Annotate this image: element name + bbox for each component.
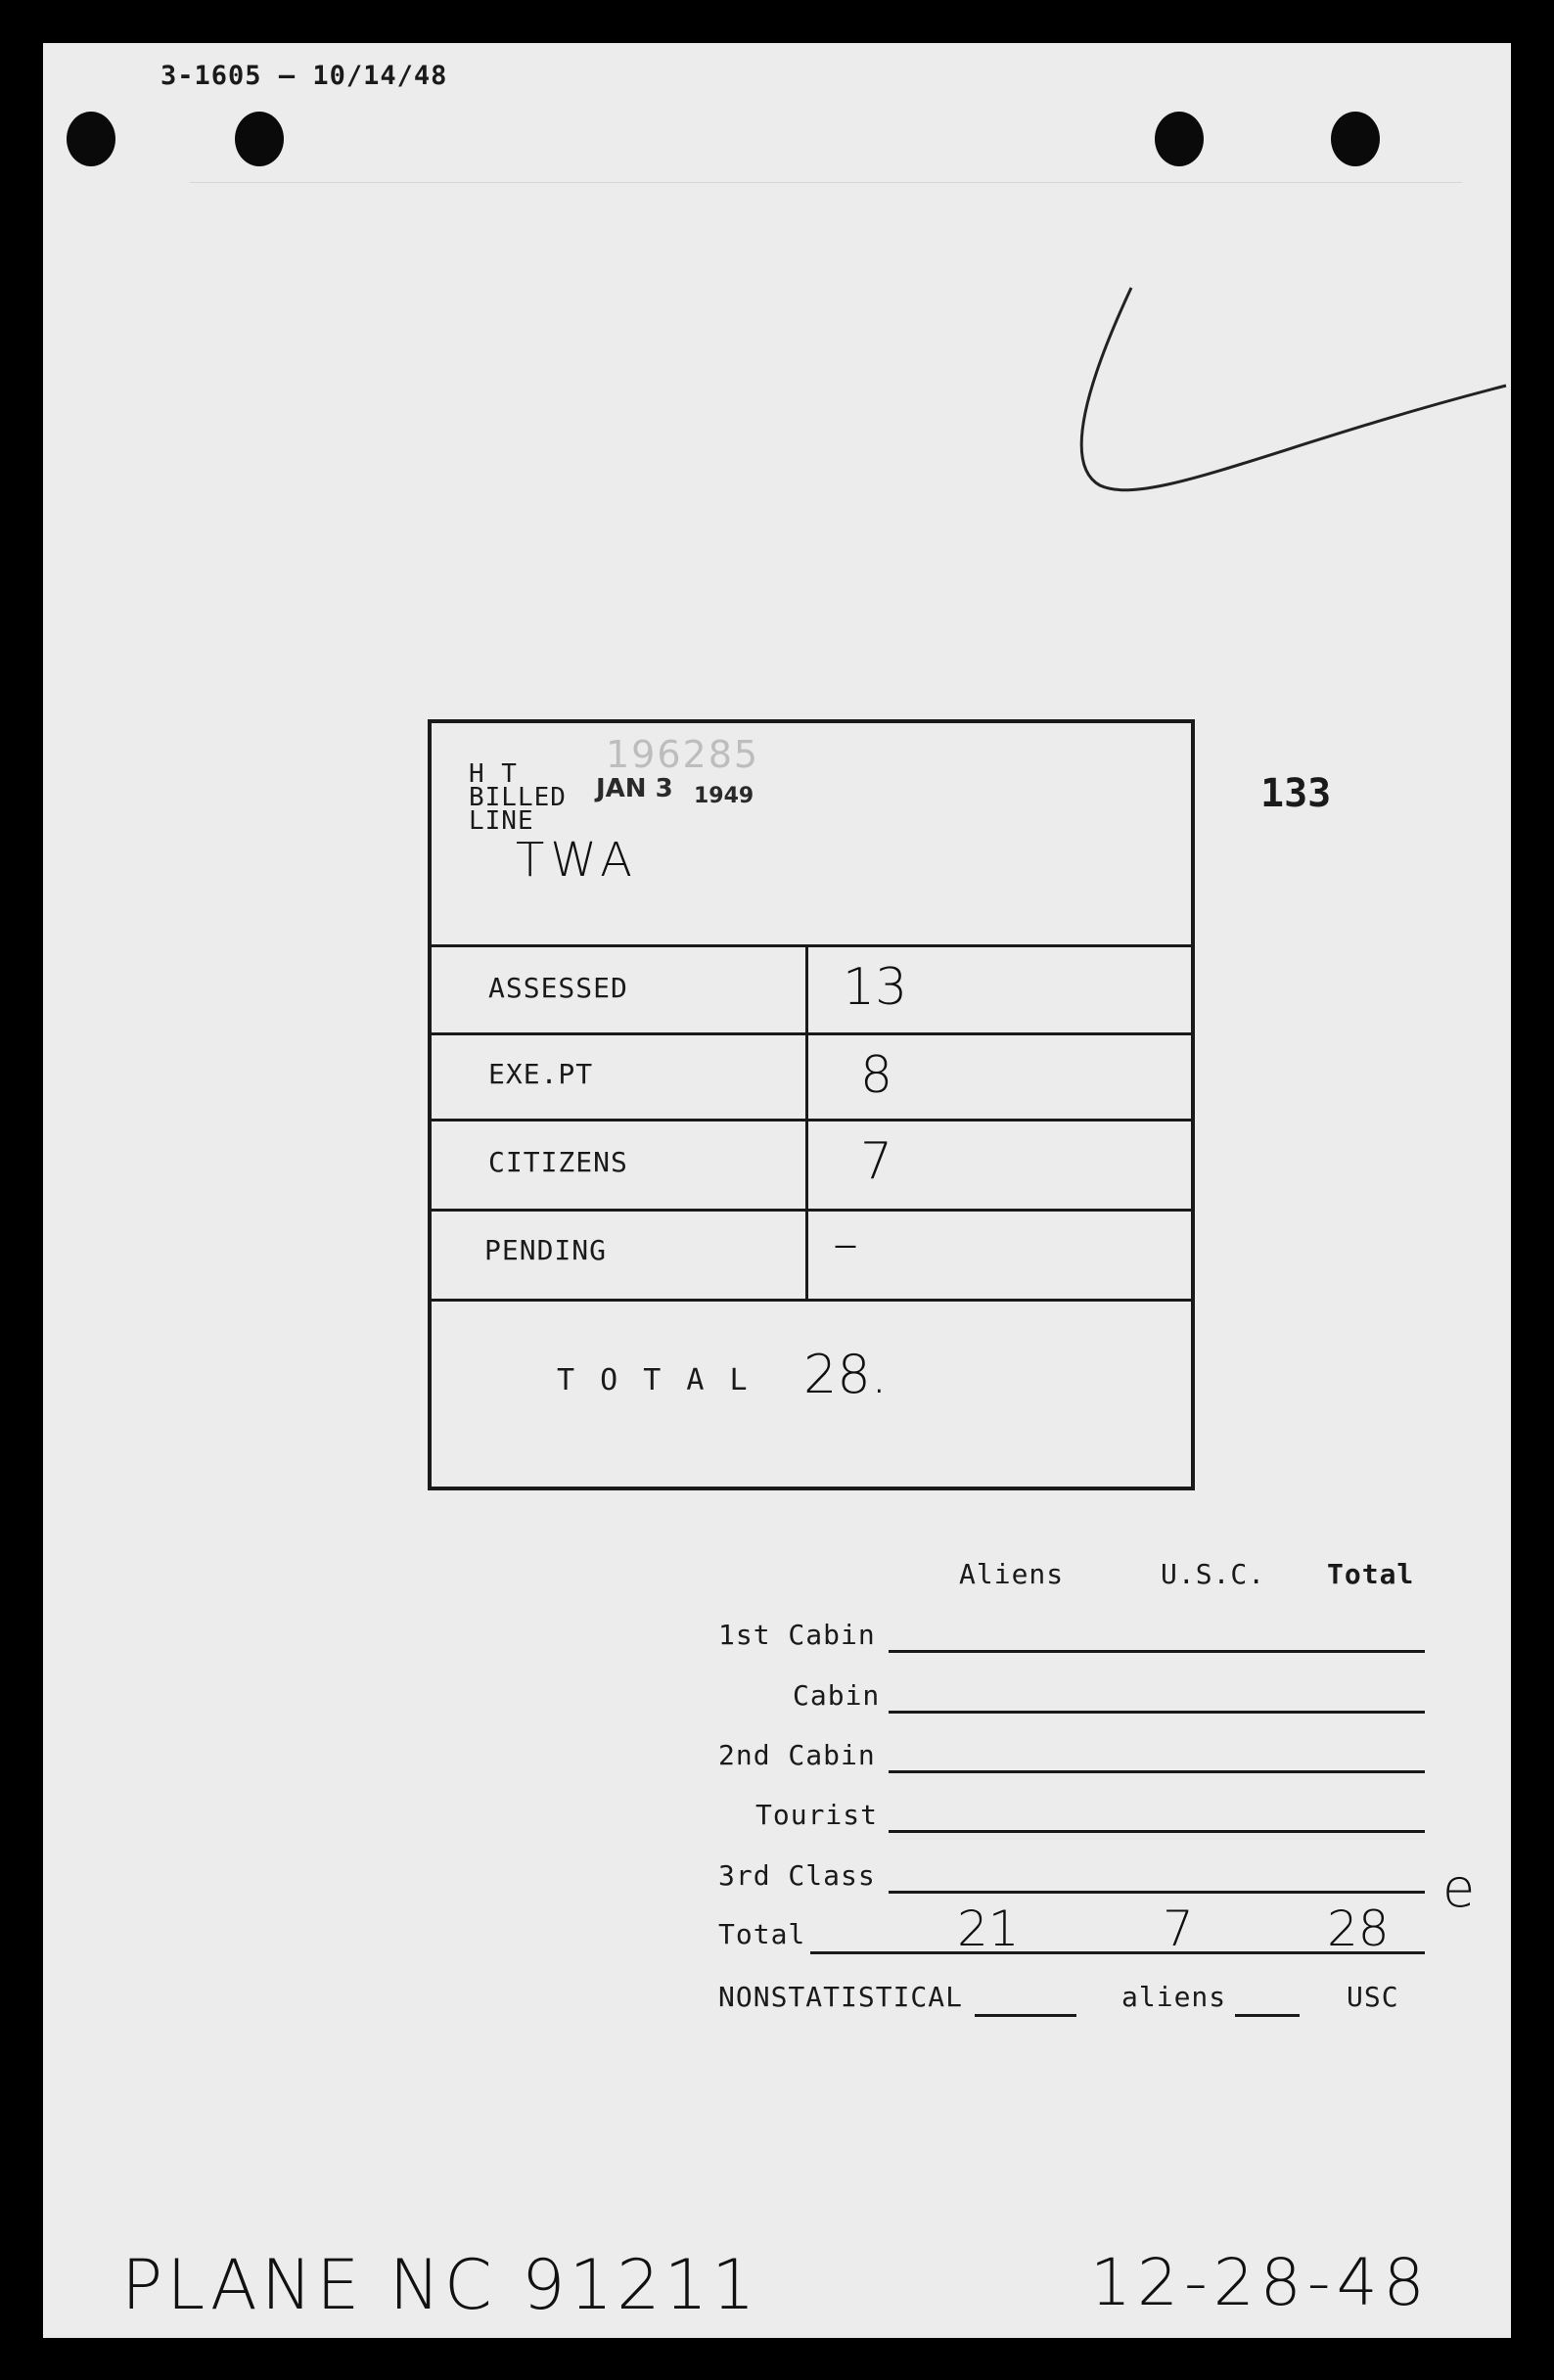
billed-label: BILLED	[469, 783, 567, 812]
ht-label: H T	[469, 759, 518, 789]
class-row-underline	[889, 1711, 1425, 1714]
stamp-number: 196285	[606, 733, 760, 776]
class-total-usc: 7	[1163, 1900, 1194, 1957]
row-label-pending: PENDING	[484, 1234, 608, 1266]
class-row-underline	[889, 1770, 1425, 1773]
header-aliens: Aliens	[959, 1558, 1065, 1590]
row-label-citizens: CITIZENS	[488, 1146, 628, 1178]
row-value-citizens: 7	[860, 1132, 893, 1191]
nonstat-usc-label: USC	[1347, 1981, 1399, 2013]
assessment-form-box	[428, 719, 1195, 1490]
ht-billed-line-labels	[469, 759, 567, 836]
total-label: T O T A L	[557, 1363, 752, 1397]
page-number: 133	[1260, 771, 1332, 816]
header-date: 10/14/48	[312, 61, 448, 91]
dash-separator: –	[278, 61, 313, 91]
punch-hole	[67, 112, 115, 166]
row-value-exempt: 8	[860, 1046, 893, 1105]
class-total-label: Total	[718, 1918, 806, 1950]
class-row-underline	[889, 1891, 1425, 1894]
nonstat-aliens-label: aliens	[1121, 1981, 1227, 2013]
class-row-underline	[889, 1650, 1425, 1653]
nonstatistical-label: NONSTATISTICAL	[718, 1981, 964, 2013]
header-total: Total	[1327, 1558, 1415, 1590]
pen-stroke-mark	[1022, 239, 1511, 562]
stamp-year: 1949	[694, 784, 754, 808]
margin-mark: e	[1442, 1857, 1476, 1919]
document-page	[43, 43, 1511, 2338]
row-divider	[432, 1299, 1193, 1302]
plane-number-handwritten: PLANE NC 91211	[121, 2245, 759, 2325]
nonstat-usc-underline	[1235, 2014, 1300, 2017]
header-rule	[190, 182, 1462, 183]
punch-hole	[1331, 112, 1380, 166]
line-label: LINE	[469, 806, 534, 836]
form-reference	[160, 61, 447, 91]
total-value: 28.	[803, 1344, 888, 1405]
row-divider	[432, 1209, 1193, 1212]
row-divider	[432, 1119, 1193, 1121]
class-row-label-1st-cabin: 1st Cabin	[718, 1619, 876, 1651]
line-value-handwritten: TWA	[516, 833, 638, 888]
class-row-underline	[889, 1830, 1425, 1833]
row-value-assessed: 13	[843, 958, 908, 1017]
row-label-exempt: EXE.PT	[488, 1058, 594, 1090]
class-row-label-3rd-class: 3rd Class	[718, 1859, 876, 1892]
class-total-total: 28	[1327, 1900, 1390, 1957]
row-label-assessed: ASSESSED	[488, 972, 628, 1004]
row-divider	[432, 1032, 1193, 1035]
column-divider	[805, 944, 808, 1301]
row-divider	[432, 944, 1193, 947]
class-total-aliens: 21	[957, 1900, 1020, 1957]
class-row-label-cabin: Cabin	[793, 1679, 881, 1712]
class-row-label-tourist: Tourist	[755, 1799, 879, 1831]
stamp-date: JAN 3	[596, 774, 673, 803]
punch-hole	[1155, 112, 1204, 166]
header-usc: U.S.C.	[1161, 1558, 1266, 1590]
punch-hole	[235, 112, 284, 166]
nonstat-aliens-underline	[975, 2014, 1076, 2017]
class-row-label-2nd-cabin: 2nd Cabin	[718, 1739, 876, 1771]
form-ref-number: 3-1605	[160, 61, 262, 91]
footer-date-handwritten: 12-28-48	[1090, 2245, 1431, 2320]
row-value-pending: –	[833, 1214, 858, 1273]
